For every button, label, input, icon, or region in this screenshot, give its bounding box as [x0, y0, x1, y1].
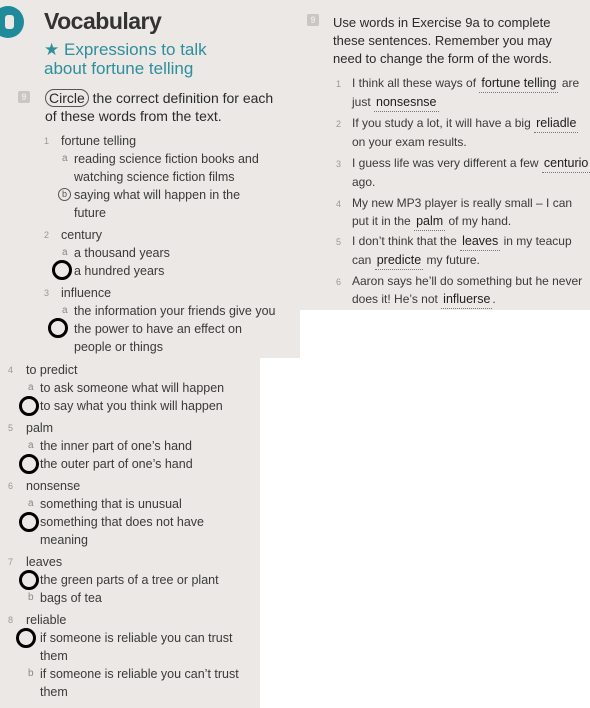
- handwritten-answer: palm: [414, 212, 445, 231]
- exercise-9a-continued-panel: [0, 358, 260, 708]
- option-letter: a: [62, 247, 68, 258]
- sentence: I think all these ways of fortune telling are just nonsesnse: [352, 74, 590, 112]
- exercise-number: 9: [307, 14, 319, 26]
- vocab-term: century: [61, 228, 102, 242]
- handwritten-answer: predicte: [375, 251, 423, 270]
- instruction-text: the correct definition for each of these words from the text.: [45, 90, 274, 124]
- item-number: 6: [336, 277, 342, 287]
- option-a: the inner part of one’s hand: [40, 439, 192, 453]
- option-a: something that is unusual: [40, 497, 182, 511]
- item-number: 4: [8, 365, 14, 375]
- item-number: 1: [44, 136, 50, 146]
- vocab-term: fortune telling: [61, 134, 137, 148]
- vocabulary-title: Vocabulary: [44, 8, 162, 34]
- handwritten-answer: leaves: [460, 232, 500, 251]
- item-number: 6: [8, 481, 14, 491]
- exercise-number: 9: [18, 91, 30, 103]
- item-number: 5: [336, 237, 342, 247]
- item-number: 7: [8, 557, 14, 567]
- vocabulary-badge-icon: [0, 6, 24, 38]
- item-number: 8: [8, 615, 14, 625]
- item-number: 2: [44, 230, 50, 240]
- vocab-term: leaves: [26, 555, 63, 569]
- answer-circle-mark: [19, 396, 39, 416]
- vocab-term: palm: [26, 421, 54, 435]
- option-b: to say what you think will happen: [40, 399, 223, 413]
- option-b: bags of tea: [40, 591, 102, 605]
- option-a: if someone is reliable you can trust them: [40, 631, 233, 663]
- handwritten-answer: fortune telling: [479, 74, 558, 93]
- option-letter: a: [28, 440, 34, 451]
- item-number: 4: [336, 199, 342, 209]
- handwritten-answer: reliadle: [534, 114, 578, 133]
- option-b: the power to have an effect on people or things: [74, 322, 242, 354]
- sentence: If you study a lot, it will have a big reliadle on your exam results.: [352, 116, 577, 149]
- option-a: to ask someone what will happen: [40, 381, 225, 395]
- answer-circle-mark: [16, 628, 36, 648]
- section-subtitle: Expressions to talk about fortune telling: [44, 40, 207, 78]
- option-letter: a: [28, 498, 34, 509]
- answer-circle-mark: [19, 512, 39, 532]
- option-letter: b: [28, 668, 34, 679]
- option-a: a thousand years: [74, 246, 170, 260]
- option-a: reading science fiction books and watching science fiction films: [74, 152, 259, 184]
- item-number: 3: [336, 159, 342, 169]
- vocab-term: influence: [61, 286, 112, 300]
- exercise-9b-panel: [296, 0, 590, 310]
- vocab-term: to predict: [26, 363, 78, 377]
- item-number: 5: [8, 423, 14, 433]
- handwritten-answer: influerse: [441, 290, 492, 309]
- option-b: if someone is reliable you can’t trust them: [40, 667, 239, 699]
- vocab-term: nonsense: [26, 479, 81, 493]
- vocab-term: reliable: [26, 613, 67, 627]
- sentence: Aaron says he’ll do something but he never does it! He’s not influerse .: [352, 272, 590, 309]
- option-b: a hundred years: [74, 264, 165, 278]
- option-letter: a: [62, 305, 68, 316]
- option-letter: a: [62, 153, 68, 164]
- option-a: the green parts of a tree or plant: [40, 573, 219, 587]
- sentence: I guess life was very different a few centurio ago.: [352, 156, 589, 189]
- item-number: 3: [44, 288, 50, 298]
- answer-circle-mark: [19, 454, 39, 474]
- option-b: saying what will happen in the future: [74, 188, 241, 220]
- answer-circle-mark: [52, 260, 72, 280]
- item-number: 2: [336, 119, 342, 129]
- item-number: 1: [336, 79, 342, 89]
- option-a: the information your friends give you: [74, 304, 276, 318]
- exercise-9a-panel: [0, 0, 300, 358]
- answer-circle-mark: [19, 570, 39, 590]
- sentence: I don’t think that the leaves in my teacup can predicte my future.: [352, 232, 590, 270]
- exercise-instruction: Use words in Exercise 9a to complete these sentences. Remember you may need to change the form of the words.: [333, 15, 552, 66]
- option-letter: a: [28, 382, 34, 393]
- circle-word: Circle: [45, 89, 89, 107]
- star-icon: ★: [44, 40, 60, 59]
- handwritten-answer: nonsesnse: [374, 93, 438, 112]
- exercise-instruction: [45, 89, 285, 125]
- option-b: something that does not have meaning: [40, 515, 205, 547]
- pencil-circle-icon: b: [58, 188, 71, 201]
- answer-circle-mark: [48, 318, 68, 338]
- sentence: My new MP3 player is really small – I can put it in the palm of my hand.: [352, 194, 590, 231]
- handwritten-answer: centurio: [542, 154, 590, 173]
- option-letter: b: [28, 592, 34, 603]
- option-b: the outer part of one’s hand: [40, 457, 193, 471]
